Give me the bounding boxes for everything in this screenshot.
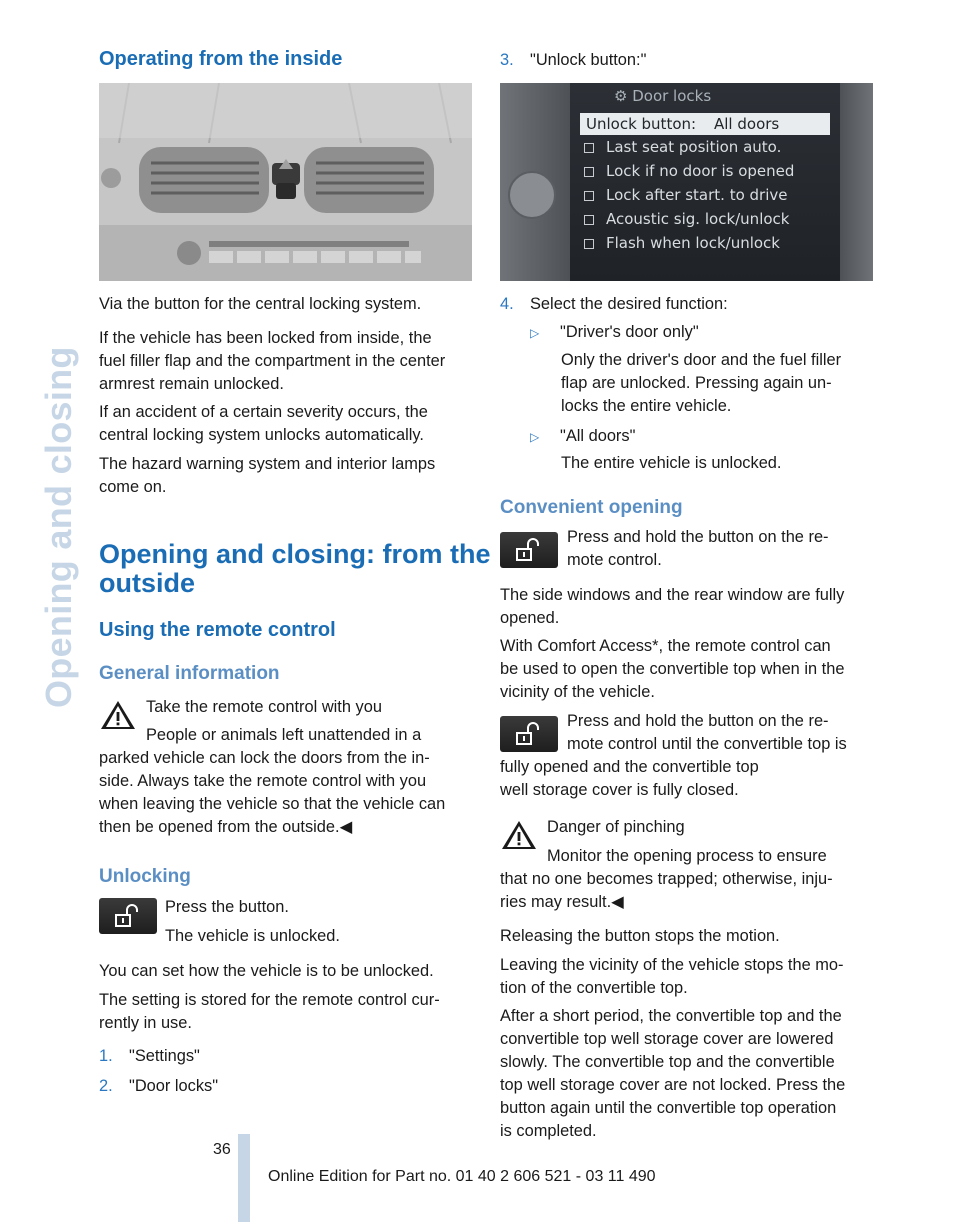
danger-title: Danger of pinching (547, 818, 685, 836)
text-release: Releasing the button stops the motion. (500, 927, 780, 945)
step-text: "Settings" (129, 1047, 200, 1065)
door-locks-menu (570, 83, 840, 281)
warning-text-5: then be opened from the outside.◀ (99, 818, 353, 836)
warning-icon (100, 700, 136, 735)
step-4 (500, 293, 728, 316)
step-text: "Unlock button:" (530, 51, 647, 69)
convenient-text-2: mote control. (567, 551, 662, 569)
warning-icon (501, 820, 537, 855)
footer-accent-bar (238, 1134, 250, 1222)
door-locks-screen-photo (500, 83, 873, 281)
warning-triangle-icon (501, 820, 537, 850)
text-hazard-2: come on. (99, 478, 167, 496)
menu-title-text: Door locks (632, 87, 712, 105)
unlock-button-symbol (99, 898, 157, 934)
unlock-button-label: Unlock button: (586, 115, 697, 133)
text-leave-2: tion of the convertible top. (500, 979, 688, 997)
unlock-text-1: Press the button. (165, 898, 289, 916)
controller-knob (508, 171, 556, 219)
text-after-6: is completed. (500, 1122, 597, 1140)
step-3 (500, 49, 646, 72)
text-after-3: slowly. The convertible top and the convertible (500, 1053, 835, 1071)
text-after-4: top well storage cover are not locked. Press the (500, 1076, 846, 1094)
menu-option: Last seat position auto. (584, 138, 781, 156)
warning-title: Take the remote control with you (146, 698, 382, 716)
convenient2-text-2: mote control until the convertible top is (567, 735, 847, 753)
text-after-5: button again until the convertible top operation (500, 1099, 837, 1117)
dashboard-illustration (99, 83, 472, 281)
convenient2-text-3: fully opened and the convertible top (500, 758, 759, 776)
text-locked-1: If the vehicle has been locked from inside, the (99, 329, 432, 347)
warning-text-1: People or animals left unattended in a (146, 726, 422, 744)
step-2 (99, 1075, 218, 1098)
option-title: "All doors" (560, 427, 636, 445)
gear-icon: ⚙ (614, 87, 633, 105)
heading-general-information: General information (99, 663, 280, 684)
text-via-button: Via the button for the central locking system. (99, 295, 422, 313)
menu-option: Acoustic sig. lock/unlock (584, 210, 789, 228)
text-side-windows-1: The side windows and the rear window are fully (500, 586, 845, 604)
unlock-button-symbol (500, 716, 558, 752)
step-text: Select the desired function: (530, 295, 728, 313)
option-desc: locks the entire vehicle. (561, 397, 732, 415)
heading-remote-control: Using the remote control (99, 619, 336, 641)
text-stored-2: rently in use. (99, 1014, 192, 1032)
unlock-button-row (580, 113, 830, 135)
text-after-2: convertible top well storage cover are lowered (500, 1030, 834, 1048)
option-desc: Only the driver's door and the fuel filler (561, 351, 842, 369)
text-accident-1: If an accident of a certain severity occurs, the (99, 403, 428, 421)
heading-unlocking: Unlocking (99, 866, 191, 887)
danger-text-1: Monitor the opening process to ensure (547, 847, 827, 865)
heading-opening-outside-2: outside (99, 568, 196, 598)
option-desc: flap are unlocked. Pressing again un- (561, 374, 832, 392)
warning-triangle-icon (100, 700, 136, 730)
step-text: "Door locks" (129, 1077, 219, 1095)
menu-option: Lock after start. to drive (584, 186, 788, 204)
option-drivers-door (530, 321, 699, 345)
text-set-unlock: You can set how the vehicle is to be unlocked. (99, 962, 434, 980)
footer-edition-text: Online Edition for Part no. 01 40 2 606 521 - 03 11 490 (268, 1168, 656, 1185)
page-number: 36 (213, 1141, 231, 1158)
heading-operating-inside: Operating from the inside (99, 48, 343, 70)
unlock-icon (113, 904, 143, 928)
bullet-triangle-icon: ▷ (530, 430, 540, 444)
option-desc: The entire vehicle is unlocked. (561, 454, 782, 472)
text-accident-2: central locking system unlocks automatically. (99, 426, 424, 444)
text-hazard-1: The hazard warning system and interior lamps (99, 455, 436, 473)
text-comfort-2: be used to open the convertible top when in the (500, 660, 845, 678)
unlock-icon (514, 722, 544, 746)
unlock-text-2: The vehicle is unlocked. (165, 927, 340, 945)
text-leave-1: Leaving the vicinity of the vehicle stops the mo- (500, 956, 844, 974)
unlock-button-symbol (500, 532, 558, 568)
text-locked-3: armrest remain unlocked. (99, 375, 284, 393)
unlock-icon (514, 538, 544, 562)
text-stored-1: The setting is stored for the remote control cur- (99, 991, 440, 1009)
warning-text-3: side. Always take the remote control with you (99, 772, 427, 790)
text-locked-2: fuel filler flap and the compartment in the center (99, 352, 446, 370)
heading-opening-outside-1: Opening and closing: from the (99, 539, 491, 569)
text-comfort-3: vicinity of the vehicle. (500, 683, 655, 701)
step-number: 4. (500, 295, 514, 313)
warning-text-4: when leaving the vehicle so that the vehicle can (99, 795, 446, 813)
convenient-text-1: Press and hold the button on the re- (567, 528, 829, 546)
text-comfort-1: With Comfort Access*, the remote control can (500, 637, 831, 655)
danger-text-2: that no one becomes trapped; otherwise, inju- (500, 870, 833, 888)
side-title-text: Opening and closing (38, 346, 79, 708)
menu-title (614, 87, 711, 105)
text-after-1: After a short period, the convertible top and the (500, 1007, 842, 1025)
menu-option: Lock if no door is opened (584, 162, 794, 180)
menu-option: Flash when lock/unlock (584, 234, 780, 252)
convenient2-text-4: well storage cover is fully closed. (500, 781, 739, 799)
step-1 (99, 1045, 200, 1068)
controller-bezel-right (840, 83, 873, 281)
warning-text-2: parked vehicle can lock the doors from the in- (99, 749, 430, 767)
option-title: "Driver's door only" (560, 323, 699, 341)
controller-bezel-left (500, 83, 570, 281)
unlock-button-value: All doors (714, 115, 780, 133)
bullet-triangle-icon: ▷ (530, 326, 540, 340)
step-number: 3. (500, 51, 514, 69)
text-side-windows-2: opened. (500, 609, 560, 627)
step-number: 2. (99, 1077, 113, 1095)
heading-convenient-opening: Convenient opening (500, 497, 683, 518)
option-all-doors (530, 425, 635, 449)
convenient2-text-1: Press and hold the button on the re- (567, 712, 829, 730)
central-locking-photo (99, 83, 472, 281)
step-number: 1. (99, 1047, 113, 1065)
danger-text-3: ries may result.◀ (500, 893, 624, 911)
